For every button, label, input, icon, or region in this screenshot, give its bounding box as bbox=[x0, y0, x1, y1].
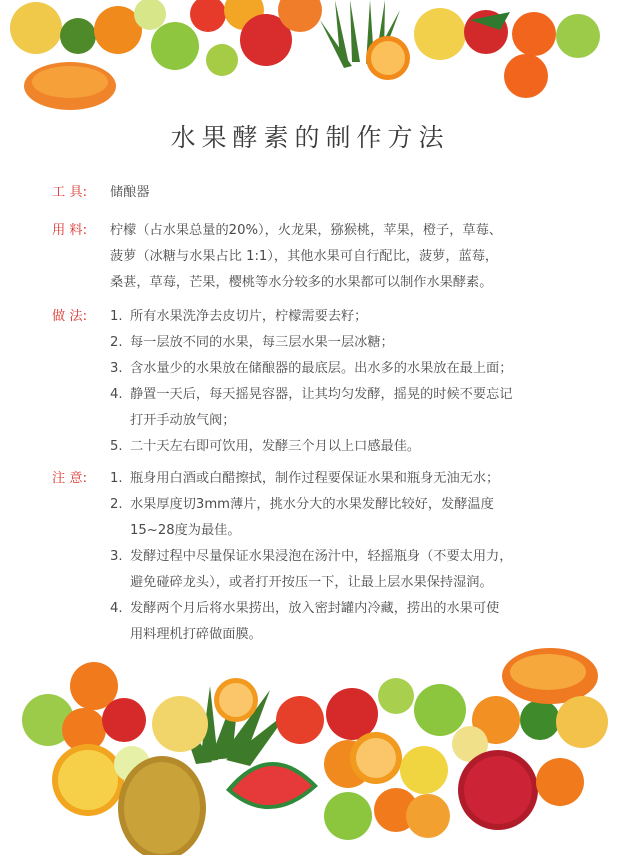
step-number: 4. bbox=[110, 387, 123, 402]
step-number: 2. bbox=[110, 335, 123, 350]
ingredients-line: 柠檬（占水果总量的20%），火龙果，猕猴桃，苹果，橙子，草莓、 bbox=[110, 223, 502, 238]
note-text: 水果厚度切3mm薄片，挑水分大的水果发酵比较好，发酵温度 bbox=[130, 497, 494, 512]
note-item bbox=[110, 544, 592, 596]
tools-label: 工 具: bbox=[52, 185, 88, 200]
bottom-fruit-illustration bbox=[0, 640, 620, 855]
step-number: 1. bbox=[110, 309, 123, 324]
step-text: 所有水果洗净去皮切片，柠檬需要去籽； bbox=[130, 309, 368, 324]
note-text: 15~28度为最佳。 bbox=[130, 523, 241, 538]
ingredients-line: 菠萝（冰糖与水果占比 1:1），其他水果可自行配比，菠萝，蓝莓， bbox=[110, 249, 499, 264]
ingredients-line: 桑葚，草莓，芒果，樱桃等水分较多的水果都可以制作水果酵素。 bbox=[110, 275, 493, 290]
note-number: 1. bbox=[110, 471, 123, 486]
method-step bbox=[110, 434, 592, 460]
page-title: 水果酵素的制作方法 bbox=[170, 123, 450, 152]
top-fruit-illustration bbox=[0, 0, 620, 110]
method-label: 做 法: bbox=[52, 309, 88, 324]
notes-label: 注 意: bbox=[52, 471, 88, 486]
step-number: 3. bbox=[110, 361, 123, 376]
step-text: 静置一天后，每天摇晃容器，让其均匀发酵，摇晃的时候不要忘记 bbox=[130, 387, 513, 402]
note-number: 2. bbox=[110, 497, 123, 512]
note-item bbox=[110, 466, 592, 492]
step-text: 每一层放不同的水果，每三层水果一层冰糖； bbox=[130, 335, 394, 350]
method-step bbox=[110, 382, 592, 434]
step-text: 打开手动放气阀； bbox=[130, 413, 236, 428]
ingredients-label: 用 料: bbox=[52, 223, 88, 238]
tools-text: 储酿器 bbox=[110, 185, 150, 200]
note-text: 发酵过程中尽量保证水果浸泡在汤汁中，轻摇瓶身（不要太用力， bbox=[130, 549, 513, 564]
note-text: 用料理机打碎做面膜。 bbox=[130, 627, 262, 642]
note-item bbox=[110, 492, 592, 544]
note-text: 避免碰碎龙头），或者打开按压一下，让最上层水果保持湿润。 bbox=[130, 575, 493, 590]
method-step bbox=[110, 356, 592, 382]
step-text: 二十天左右即可饮用，发酵三个月以上口感最佳。 bbox=[130, 439, 421, 454]
step-number: 5. bbox=[110, 439, 123, 454]
step-text: 含水量少的水果放在储酿器的最底层。出水多的水果放在最上面； bbox=[130, 361, 513, 376]
note-text: 瓶身用白酒或白醋擦拭，制作过程要保证水果和瓶身无油无水； bbox=[130, 471, 500, 486]
note-number: 4. bbox=[110, 601, 123, 616]
method-step bbox=[110, 330, 592, 356]
method-step bbox=[110, 304, 592, 330]
note-text: 发酵两个月后将水果捞出，放入密封罐内冷藏，捞出的水果可使 bbox=[130, 601, 500, 616]
note-number: 3. bbox=[110, 549, 123, 564]
